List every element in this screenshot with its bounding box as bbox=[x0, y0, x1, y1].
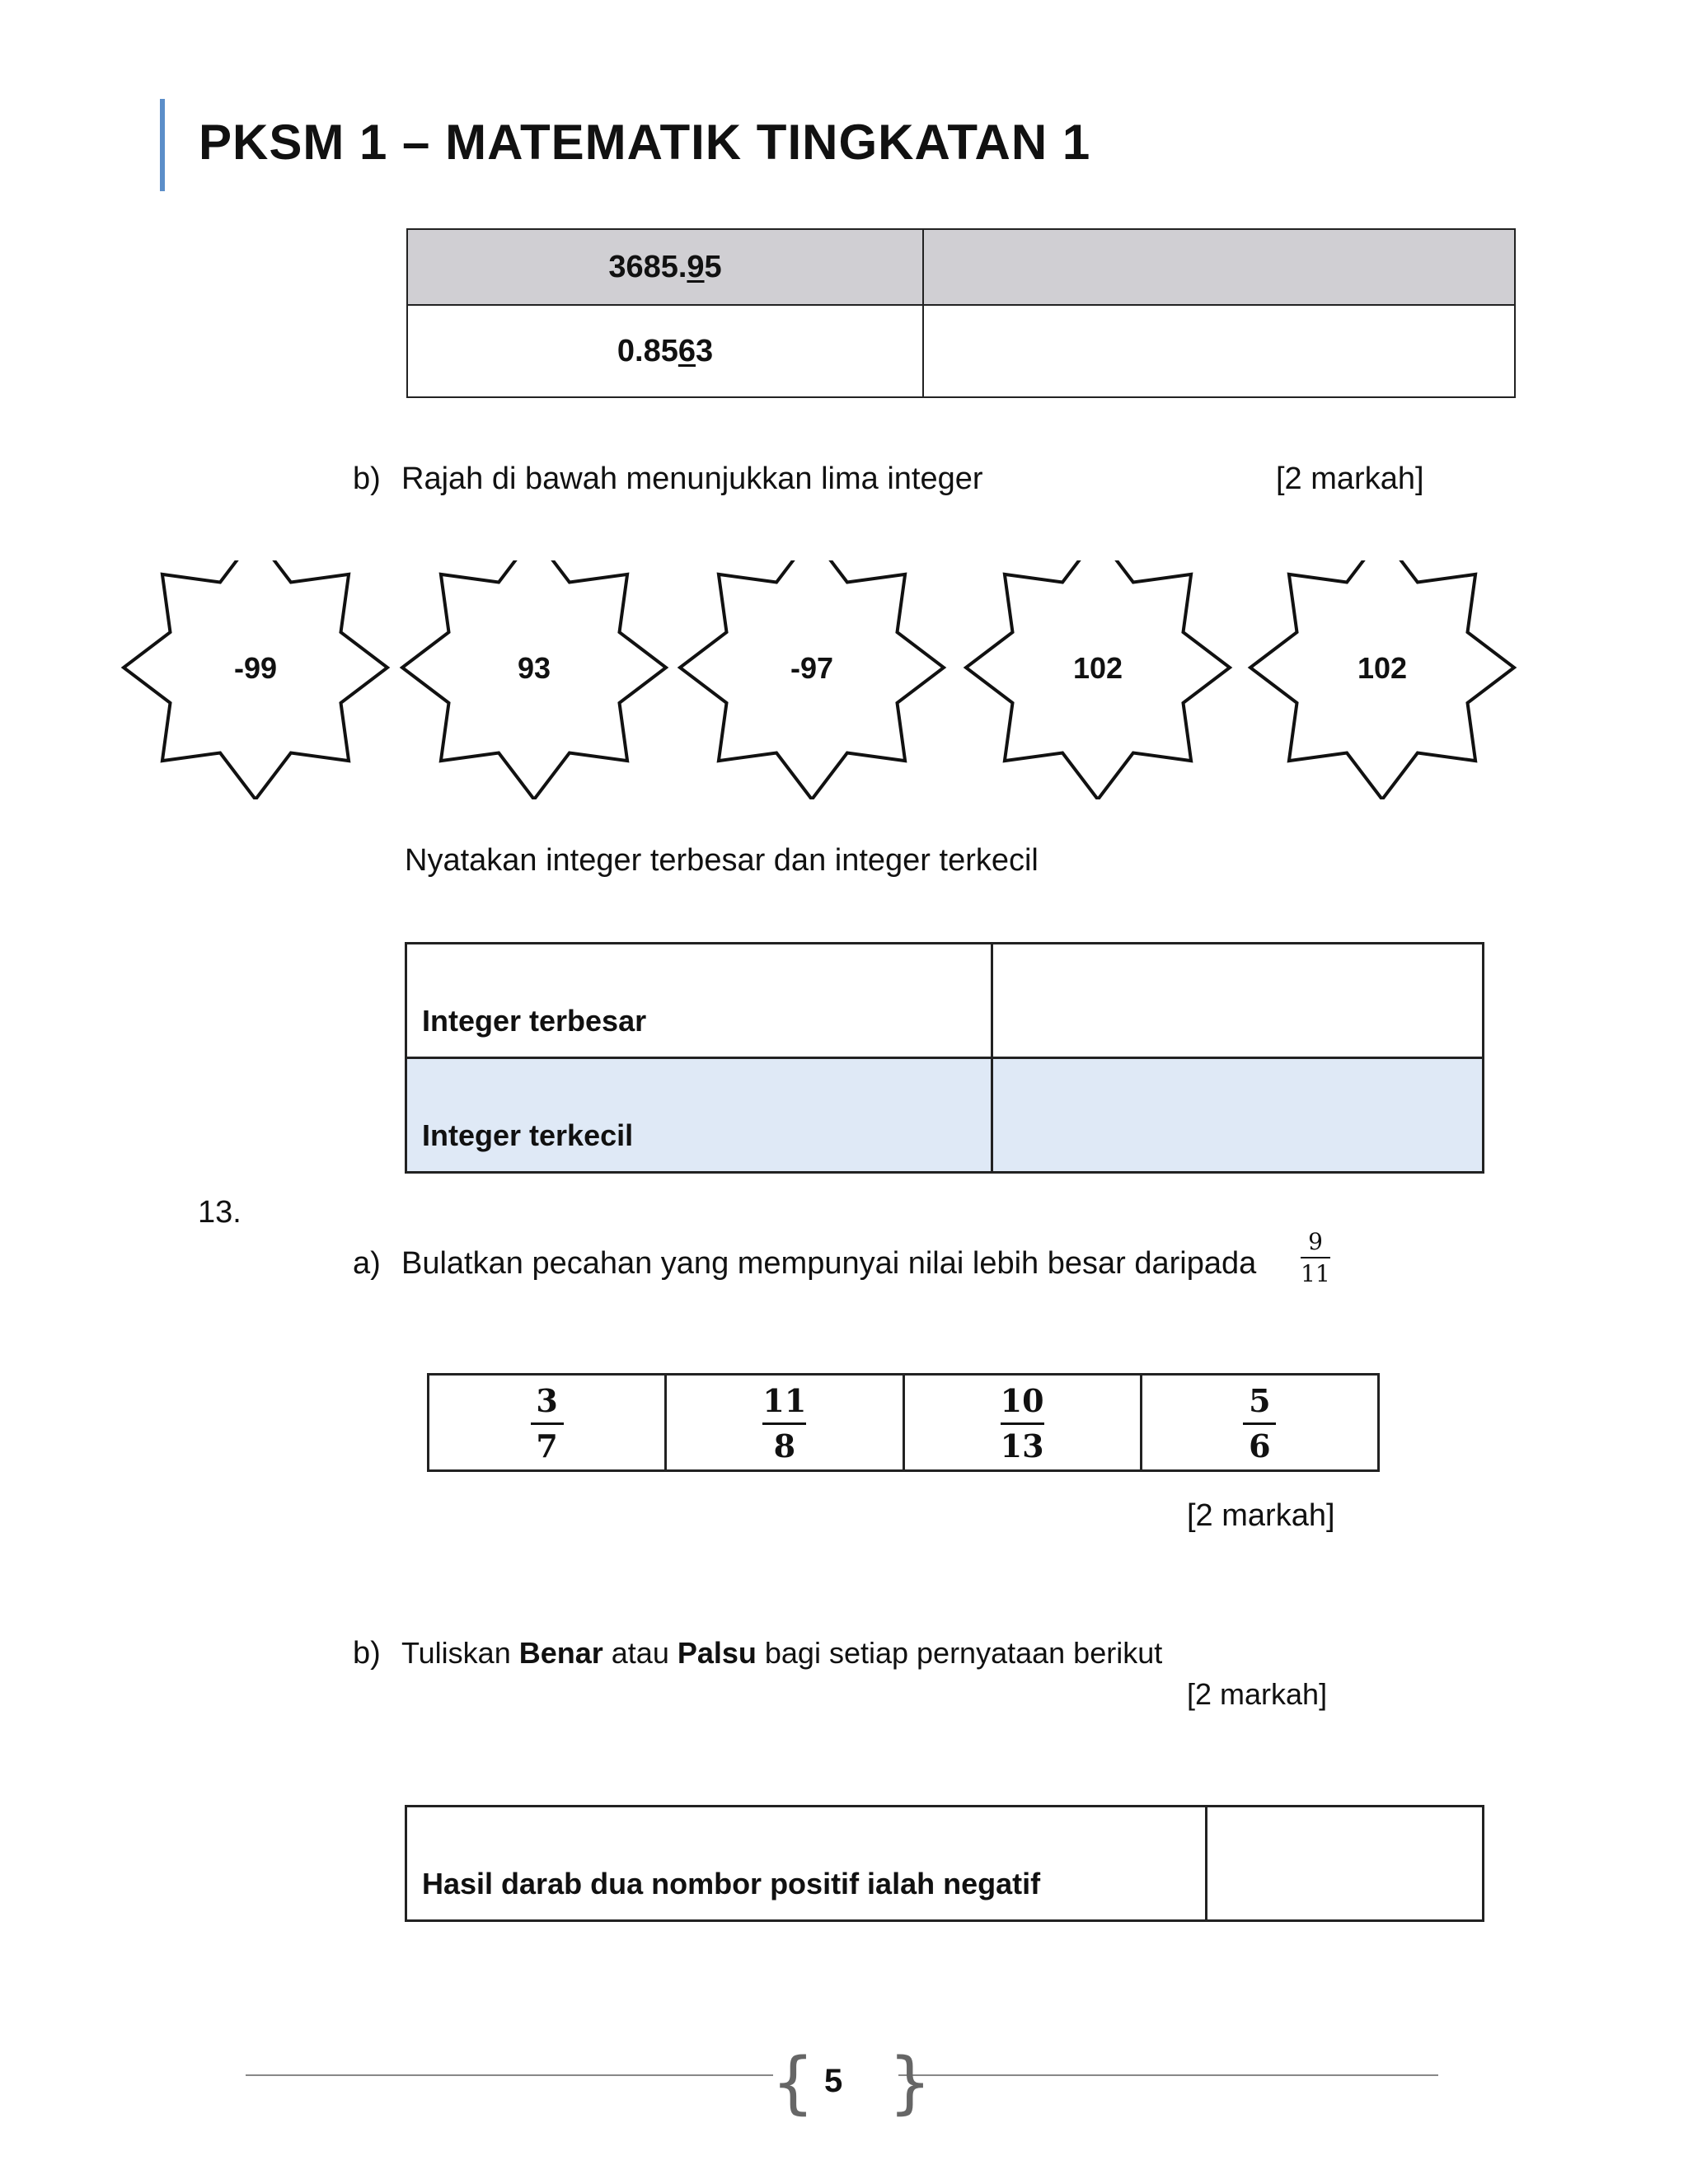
marks-label: [2 markah] bbox=[1276, 462, 1424, 496]
fraction-denominator: 8 bbox=[773, 1427, 796, 1465]
fraction-denominator: 11 bbox=[1301, 1260, 1330, 1288]
page-title: PKSM 1 – MATEMATIK TINGKATAN 1 bbox=[199, 115, 1091, 170]
integer-answer-table bbox=[405, 942, 1484, 1174]
fraction-cell[interactable] bbox=[1141, 1375, 1378, 1471]
fraction-numerator: 10 bbox=[1000, 1382, 1044, 1420]
question-text: Bulatkan pecahan yang mempunyai nilai lebih besar daripada bbox=[401, 1246, 1257, 1281]
star-integer-label: 102 bbox=[1357, 651, 1408, 685]
integer-largest-label: Integer terbesar bbox=[406, 944, 992, 1058]
footer-bracket-right: } bbox=[889, 2044, 932, 2122]
fraction-cell[interactable] bbox=[903, 1375, 1141, 1471]
underlined-digit: 6 bbox=[678, 333, 696, 368]
question-label: b) bbox=[353, 462, 381, 496]
integer-stars-diagram bbox=[115, 560, 1533, 799]
footer-line-right bbox=[898, 2074, 1438, 2076]
text-part: Tuliskan bbox=[401, 1636, 519, 1670]
question-text bbox=[401, 1636, 1162, 1671]
fraction-denominator: 6 bbox=[1249, 1427, 1271, 1465]
fraction-denominator: 7 bbox=[536, 1427, 558, 1465]
keyword-true: Benar bbox=[518, 1636, 603, 1670]
rounding-answer-cell[interactable] bbox=[923, 229, 1515, 305]
header-accent-bar bbox=[160, 99, 165, 191]
text-part: atau bbox=[603, 1636, 678, 1670]
number-part: 0.85 bbox=[617, 333, 678, 368]
question-text: Rajah di bawah menunjukkan lima integer bbox=[401, 462, 983, 496]
table-row bbox=[407, 305, 1515, 397]
integer-largest-answer[interactable] bbox=[992, 944, 1484, 1058]
fraction-numerator: 11 bbox=[762, 1382, 807, 1420]
footer-line-left bbox=[246, 2074, 773, 2076]
rounding-answer-cell[interactable] bbox=[923, 305, 1515, 397]
rounding-number-cell bbox=[407, 305, 923, 397]
footer-bracket-left: { bbox=[771, 2044, 815, 2122]
underlined-digit: 9 bbox=[687, 249, 705, 284]
page-number: 5 bbox=[824, 2063, 843, 2099]
fraction-denominator: 13 bbox=[1000, 1427, 1044, 1465]
true-false-answer-cell[interactable] bbox=[1207, 1807, 1484, 1921]
fraction-numerator: 9 bbox=[1308, 1228, 1323, 1255]
star-integer-label: 102 bbox=[1072, 651, 1123, 685]
fractions-table bbox=[427, 1373, 1380, 1472]
star-integer-label: 93 bbox=[517, 651, 551, 685]
fraction-numerator: 3 bbox=[536, 1382, 558, 1420]
question-label: b) bbox=[353, 1636, 381, 1671]
integer-smallest-answer[interactable] bbox=[992, 1058, 1484, 1173]
star-integer-label: -97 bbox=[790, 651, 834, 685]
question-number: 13. bbox=[198, 1195, 241, 1230]
table-row bbox=[407, 229, 1515, 305]
fraction-bar bbox=[1001, 1422, 1044, 1425]
fraction-bar bbox=[762, 1422, 806, 1425]
fraction-numerator: 5 bbox=[1249, 1382, 1271, 1420]
rounding-table bbox=[406, 228, 1516, 398]
table-row bbox=[406, 1807, 1484, 1921]
fraction-bar bbox=[1301, 1257, 1330, 1258]
keyword-false: Palsu bbox=[677, 1636, 757, 1670]
fraction-cell[interactable] bbox=[429, 1375, 666, 1471]
text-part: bagi setiap pernyataan berikut bbox=[756, 1636, 1163, 1670]
integer-smallest-label: Integer terkecil bbox=[406, 1058, 992, 1173]
table-row bbox=[406, 1058, 1484, 1173]
number-part: 5 bbox=[704, 249, 722, 284]
star-integer-label: -99 bbox=[233, 651, 278, 685]
question-label: a) bbox=[353, 1246, 381, 1281]
table-row bbox=[429, 1375, 1379, 1471]
rounding-number-cell bbox=[407, 229, 923, 305]
fraction-cell[interactable] bbox=[666, 1375, 903, 1471]
statement-cell: Hasil darab dua nombor positif ialah negatif bbox=[406, 1807, 1207, 1921]
fraction-bar bbox=[531, 1422, 564, 1425]
fraction-bar bbox=[1243, 1422, 1276, 1425]
marks-label: [2 markah] bbox=[1187, 1677, 1328, 1711]
table-row bbox=[406, 944, 1484, 1058]
instruction-text: Nyatakan integer terbesar dan integer terkecil bbox=[405, 843, 1039, 878]
marks-label: [2 markah] bbox=[1187, 1498, 1335, 1533]
number-part: 3685. bbox=[608, 249, 687, 284]
true-false-table bbox=[405, 1805, 1484, 1922]
reference-fraction bbox=[1301, 1230, 1330, 1286]
number-part: 3 bbox=[695, 333, 714, 368]
